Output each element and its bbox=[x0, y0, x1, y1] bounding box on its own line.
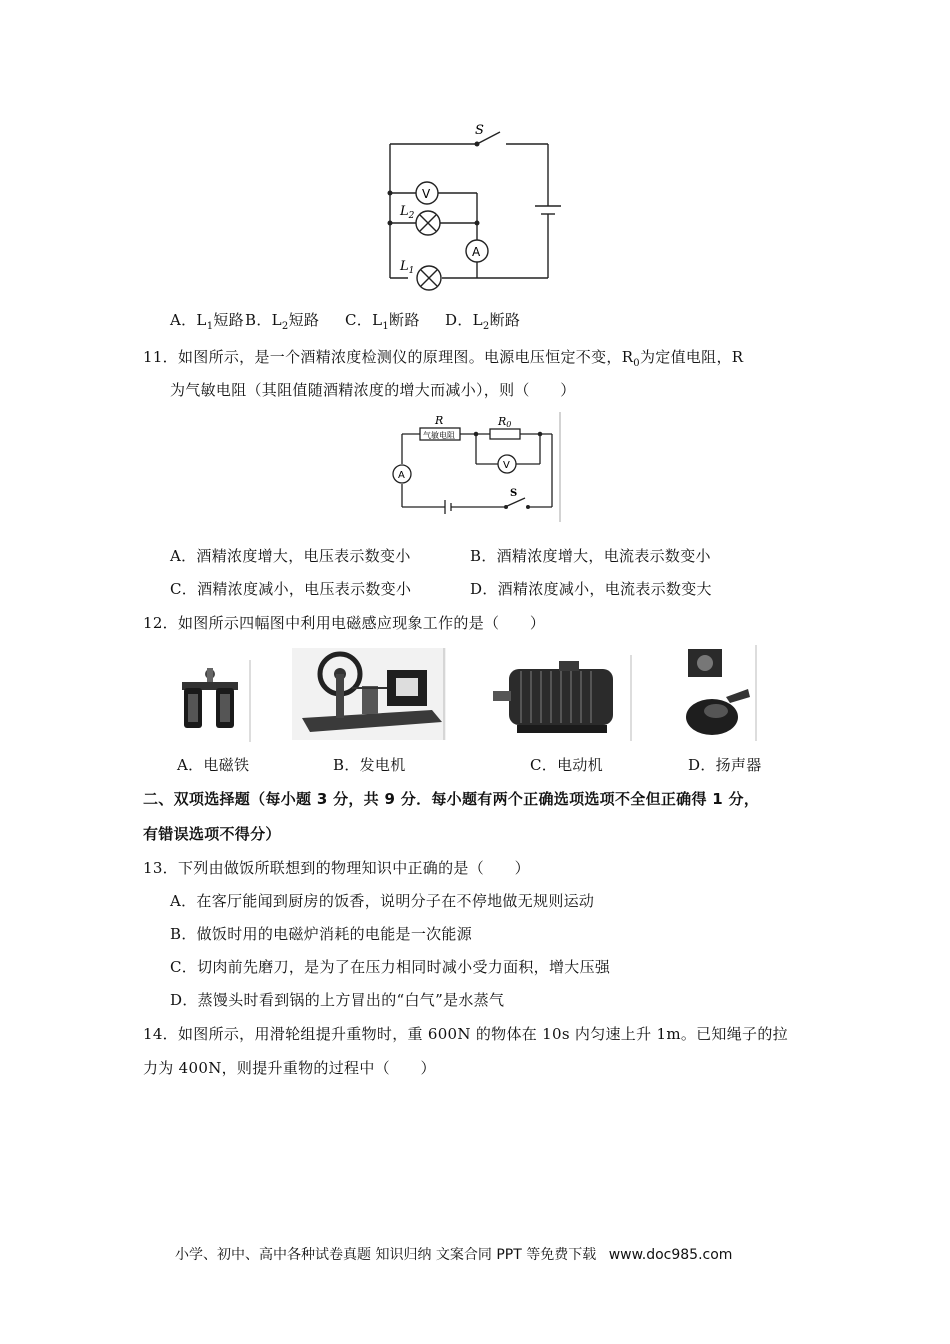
q12-option-b: B．发电机 bbox=[333, 756, 406, 774]
q10-option-b: B．$L_2$短路 bbox=[245, 311, 320, 332]
section2-title-line1: 二、双项选择题（每小题 3 分，共 9 分．每小题有两个正确选项选项不全但正确得 1 分， bbox=[143, 790, 760, 808]
q14-stem-line1: 14．如图所示，用滑轮组提升重物时，重 600N 的物体在 10s 内匀速上升 1m。已知绳子的拉 bbox=[143, 1025, 788, 1043]
q11-voltmeter-label: V bbox=[503, 460, 510, 471]
speaker-image bbox=[682, 645, 758, 741]
q11-stem-line2: 为气敏电阻（其阻值随酒精浓度的增大而减小），则（ ） bbox=[170, 381, 576, 399]
q11-option-b: B．酒精浓度增大，电流表示数变小 bbox=[470, 547, 711, 565]
section2-title-line2: 有错误选项不得分） bbox=[143, 825, 281, 843]
q11-circuit-figure bbox=[390, 412, 565, 522]
generator-image bbox=[292, 648, 446, 740]
q11-r-box-label: 气敏电阻 bbox=[423, 431, 455, 440]
q11-ammeter-label: A bbox=[398, 470, 405, 481]
footer-url[interactable]: www.doc985.com bbox=[608, 1247, 733, 1263]
q13-stem: 13．下列由做饭所联想到的物理知识中正确的是（ ） bbox=[143, 859, 530, 877]
q10-option-c: C．$L_1$断路 bbox=[345, 311, 420, 332]
q12-stem: 12．如图所示四幅图中利用电磁感应现象工作的是（ ） bbox=[143, 614, 546, 632]
q13-option-b: B．做饭时用的电磁炉消耗的电能是一次能源 bbox=[170, 925, 473, 943]
q10-lamp2-label: $L_2$ bbox=[400, 204, 415, 221]
q11-switch-label: S bbox=[510, 488, 518, 499]
q13-option-c: C．切肉前先磨刀，是为了在压力相同时减小受力面积，增大压强 bbox=[170, 958, 611, 976]
q11-option-a: A．酒精浓度增大，电压表示数变小 bbox=[170, 547, 411, 565]
q12-option-a: A．电磁铁 bbox=[177, 756, 250, 774]
q11-option-c: C．酒精浓度减小，电压表示数变小 bbox=[170, 580, 412, 598]
q12-option-d: D．扬声器 bbox=[688, 756, 762, 774]
q13-option-a: A．在客厅能闻到厨房的饭香，说明分子在不停地做无规则运动 bbox=[170, 892, 595, 910]
q10-lamp1-label: $L_1$ bbox=[400, 259, 415, 276]
q11-stem-line1: 11．如图所示，是一个酒精浓度检测仪的原理图。电源电压恒定不变，$R_0$为定值电阻，R bbox=[143, 348, 744, 369]
q11-r-label: R bbox=[435, 414, 444, 427]
q10-circuit-figure bbox=[380, 118, 575, 296]
q10-voltmeter-label: V bbox=[422, 187, 431, 201]
q12-option-c: C．电动机 bbox=[530, 756, 603, 774]
motor-image bbox=[487, 655, 633, 741]
q11-option-d: D．酒精浓度减小，电流表示数变大 bbox=[470, 580, 712, 598]
q11-r0-label: R0 bbox=[498, 415, 512, 429]
footer-text: 小学、初中、高中各种试卷真题 知识归纳 文案合同 PPT 等免费下载 bbox=[175, 1247, 597, 1263]
q10-ammeter-label: A bbox=[472, 245, 481, 259]
q10-switch-label: S bbox=[475, 123, 484, 138]
q14-stem-line2: 力为 400N，则提升重物的过程中（ ） bbox=[143, 1059, 436, 1077]
page-footer bbox=[175, 1244, 732, 1264]
q13-option-d: D．蒸馒头时看到锅的上方冒出的“白气”是水蒸气 bbox=[170, 991, 505, 1009]
electromagnet-image bbox=[170, 660, 252, 742]
q10-option-d: D．$L_2$断路 bbox=[445, 311, 521, 332]
q10-option-a: A．$L_1$短路 bbox=[170, 311, 244, 332]
